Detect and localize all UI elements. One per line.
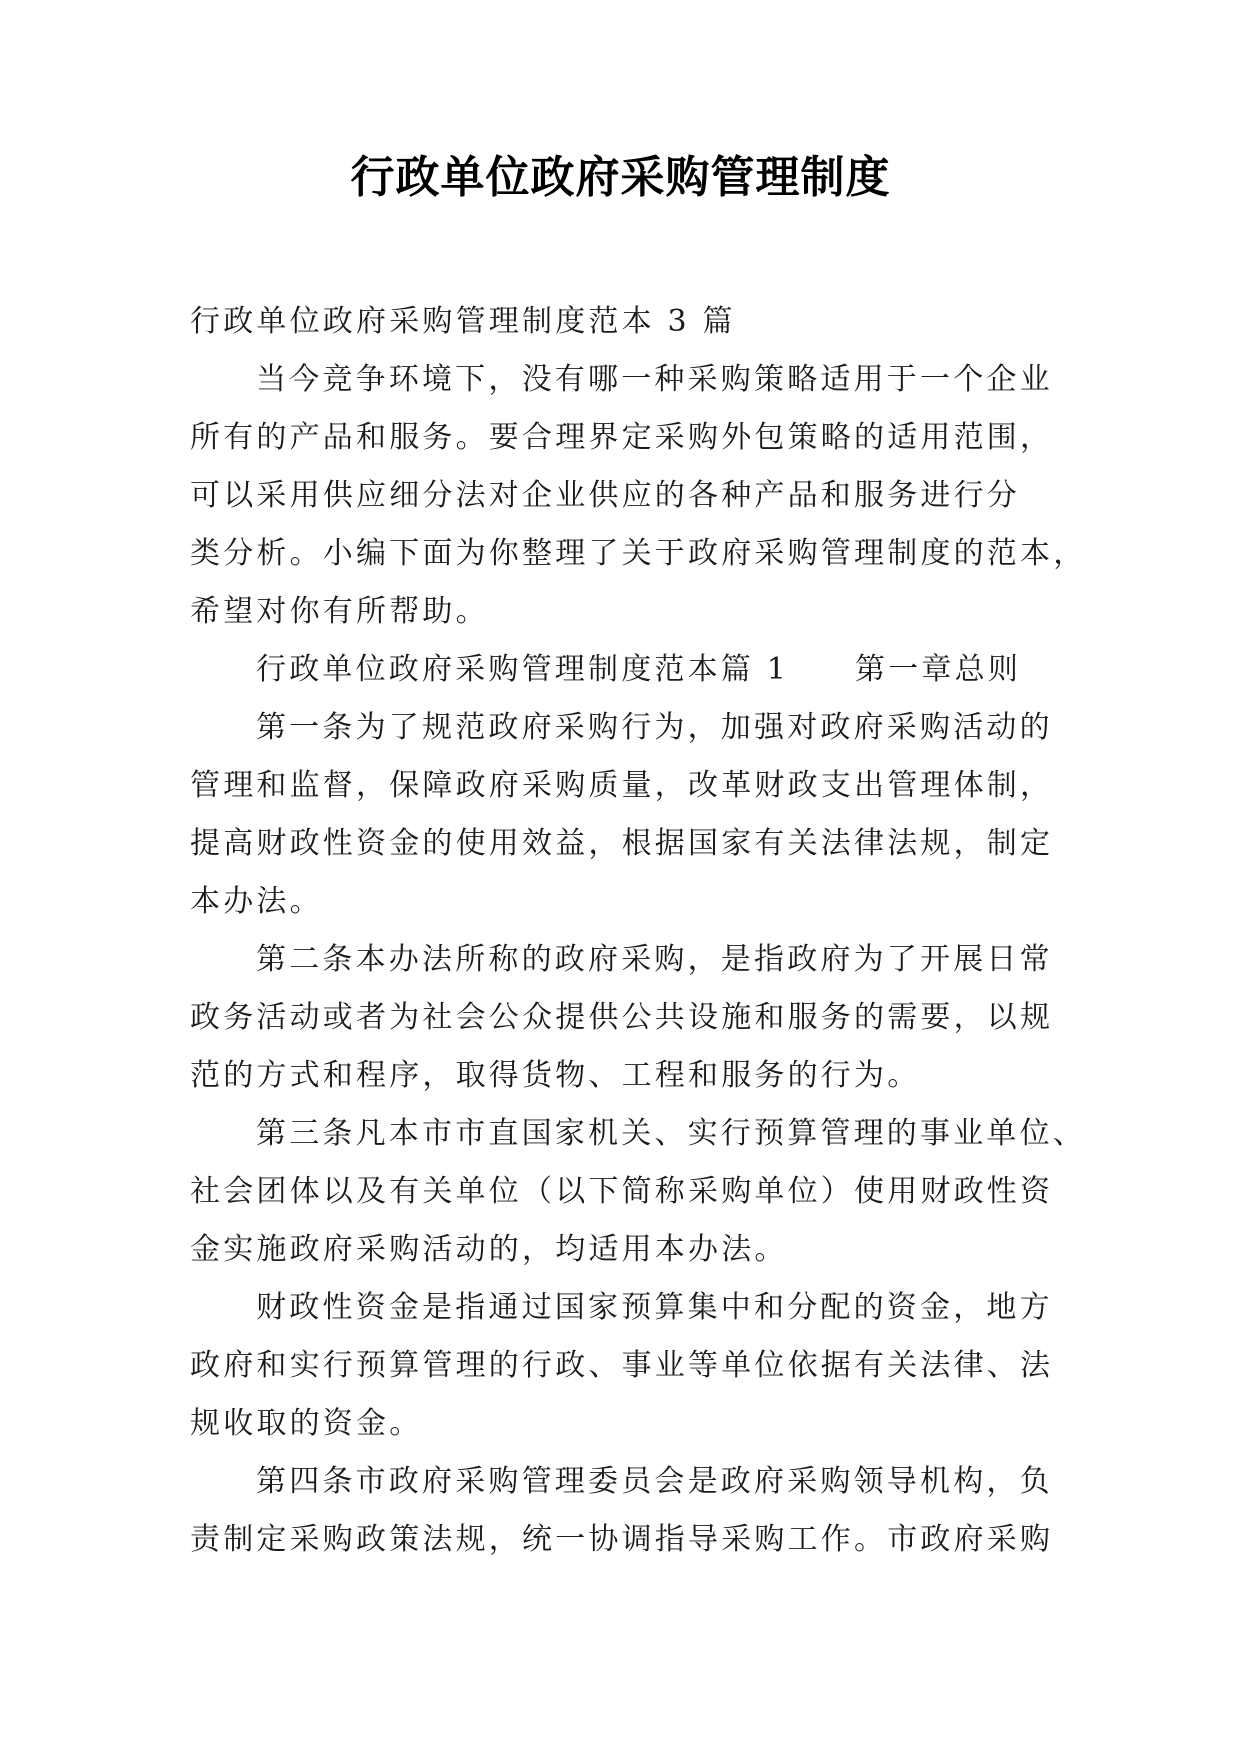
paragraph-line: 类分析。小编下面为你整理了关于政府采购管理制度的范本， [190,536,1087,571]
subtitle-line: 行政单位政府采购管理制度范本 3 篇 [190,304,736,339]
paragraph-line: 政府和实行预算管理的行政、事业等单位依据有关法律、法 [190,1348,1054,1383]
paragraph-line: 第四条市政府采购管理委员会是政府采购领导机构，负 [256,1464,1053,1499]
paragraph-line: 提高财政性资金的使用效益，根据国家有关法律法规，制定 [190,826,1054,861]
paragraph-line: 第二条本办法所称的政府采购，是指政府为了开展日常 [256,942,1053,977]
paragraph-line: 社会团体以及有关单位（以下简称采购单位）使用财政性资 [190,1174,1054,1209]
paragraph-line: 可以采用供应细分法对企业供应的各种产品和服务进行分 [190,478,1020,513]
paragraph-line: 所有的产品和服务。要合理界定采购外包策略的适用范围， [190,420,1054,455]
paragraph-line: 第一条为了规范政府采购行为，加强对政府采购活动的 [256,710,1053,745]
document-body [190,293,1087,1569]
paragraph-line: 管理和监督，保障政府采购质量，改革财政支出管理体制， [190,768,1054,803]
paragraph-line: 财政性资金是指通过国家预算集中和分配的资金，地方 [256,1290,1053,1325]
paragraph-line: 范的方式和程序，取得货物、工程和服务的行为。 [190,1058,921,1093]
paragraph-line: 当今竞争环境下，没有哪一种采购策略适用于一个企业 [256,362,1053,397]
document-title: 行政单位政府采购管理制度 [350,152,891,203]
paragraph-line: 本办法。 [190,884,323,919]
paragraph-line: 规收取的资金。 [190,1406,423,1441]
section-heading-line [190,641,1050,699]
paragraph-line: 第三条凡本市市直国家机关、实行预算管理的事业单位、 [256,1116,1086,1151]
paragraph-line: 希望对你有所帮助。 [190,594,489,629]
paragraph-line: 政务活动或者为社会公众提供公共设施和服务的需要，以规 [190,1000,1054,1035]
paragraph-line: 金实施政府采购活动的，均适用本办法。 [190,1232,788,1267]
section-heading: 行政单位政府采购管理制度范本篇 1 [256,652,790,687]
chapter-heading: 第一章总则 [855,652,1022,687]
paragraph-line: 责制定采购政策法规，统一协调指导采购工作。市政府采购 [190,1522,1054,1557]
